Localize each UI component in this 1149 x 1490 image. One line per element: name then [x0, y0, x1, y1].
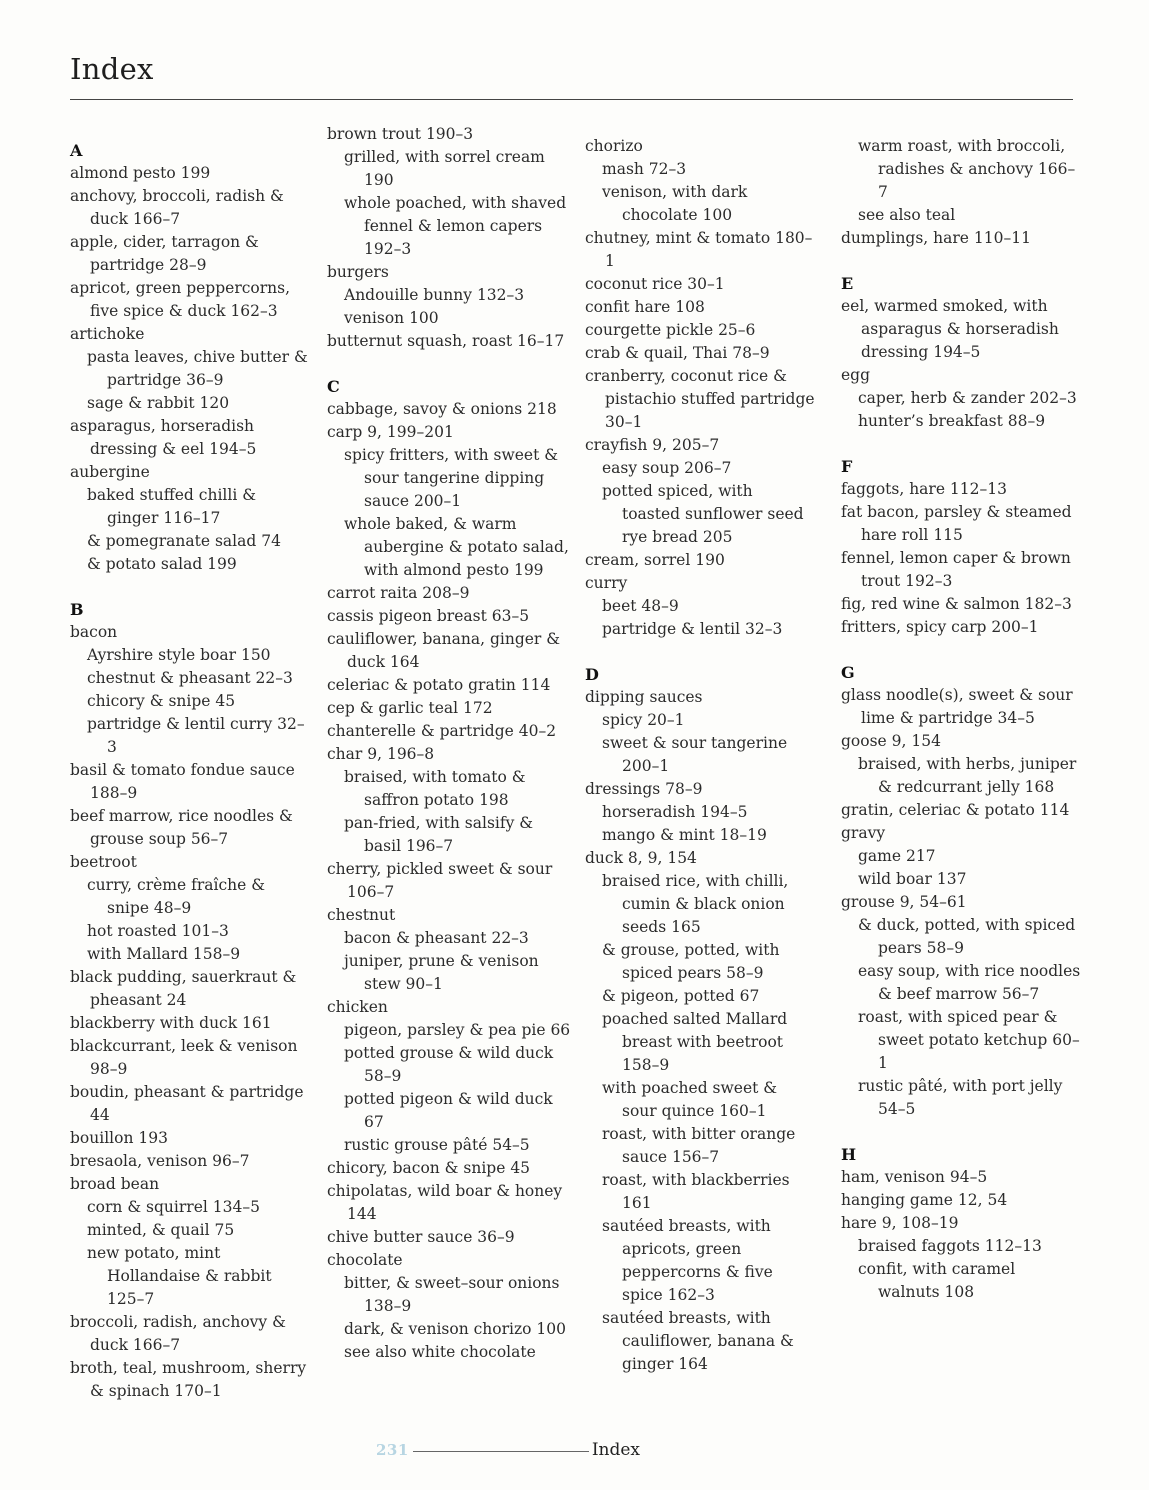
index-subentry: potted grouse & wild duck 58–9 [344, 1044, 554, 1085]
index-subentry: braised, with herbs, juniper & redcurrant jelly 168 [858, 755, 1077, 796]
index-subentry: new potato, mint Hollandaise & rabbit 125–7 [87, 1244, 272, 1308]
index-entry: glass noodle(s), sweet & sour lime & partridge 34–5 [841, 686, 1073, 727]
index-entry: burgers [327, 263, 389, 281]
index-entry: duck 8, 9, 154 [585, 849, 697, 867]
index-entry: black pudding, sauerkraut & pheasant 24 [70, 968, 297, 1009]
index-entry: fennel, lemon caper & brown trout 192–3 [841, 549, 1071, 590]
index-entry: apple, cider, tarragon & partridge 28–9 [70, 233, 259, 274]
index-entry: beef marrow, rice noodles & grouse soup 56–7 [70, 807, 293, 848]
index-subentry: baked stuffed chilli & ginger 116–17 [87, 486, 256, 527]
index-subentry: easy soup, with rice noodles & beef marrow 56–7 [858, 962, 1081, 1003]
index-subentry: minted, & quail 75 [87, 1221, 235, 1239]
index-entry: beetroot [70, 853, 137, 871]
index-entry: dressings 78–9 [585, 780, 703, 798]
index-subentry: whole baked, & warm aubergine & potato salad, with almond pesto 199 [344, 515, 569, 579]
index-entry: gravy [841, 824, 886, 842]
index-entry: confit hare 108 [585, 298, 705, 316]
index-section-letter: H [841, 1145, 857, 1164]
index-entry: chutney, mint & tomato 180–1 [585, 229, 813, 270]
index-entry: chanterelle & partridge 40–2 [327, 722, 557, 740]
index-subentry: warm roast, with broccoli, radishes & anchovy 166–7 [858, 137, 1076, 201]
index-subentry: & potato salad 199 [87, 555, 237, 573]
index-subentry: Andouille bunny 132–3 [344, 286, 525, 304]
index-entry: cep & garlic teal 172 [327, 699, 493, 717]
index-entry: almond pesto 199 [70, 164, 211, 182]
index-subentry: braised faggots 112–13 [858, 1237, 1042, 1255]
index-entry: coconut rice 30–1 [585, 275, 725, 293]
index-subentry: potted pigeon & wild duck 67 [344, 1090, 553, 1131]
index-entry: bouillon 193 [70, 1129, 168, 1147]
index-subentry: sweet & sour tangerine 200–1 [602, 734, 788, 775]
index-entry: fig, red wine & salmon 182–3 [841, 595, 1072, 613]
index-subentry: sautéed breasts, with cauliflower, banana & ginger 164 [602, 1309, 794, 1373]
index-section-letter: G [841, 663, 855, 682]
index-subentry: pigeon, parsley & pea pie 66 [344, 1021, 571, 1039]
index-entry: egg [841, 366, 871, 384]
index-entry: eel, warmed smoked, with asparagus & horseradish dressing 194–5 [841, 297, 1059, 361]
index-subentry: braised, with tomato & saffron potato 198 [344, 768, 526, 809]
index-subentry: & pigeon, potted 67 [602, 987, 760, 1005]
index-subentry: partridge & lentil 32–3 [602, 620, 783, 638]
index-entry: carp 9, 199–201 [327, 423, 454, 441]
index-section-letter: E [841, 274, 854, 293]
index-subentry: sautéed breasts, with apricots, green peppercorns & five spice 162–3 [602, 1217, 773, 1304]
index-entry: chorizo [585, 137, 643, 155]
index-entry: dumplings, hare 110–11 [841, 229, 1031, 247]
index-entry: carrot raita 208–9 [327, 584, 470, 602]
index-subentry: Ayrshire style boar 150 [87, 646, 271, 664]
index-entry: courgette pickle 25–6 [585, 321, 756, 339]
index-entry: bresaola, venison 96–7 [70, 1152, 250, 1170]
title-rule [70, 99, 1073, 100]
index-subentry: venison 100 [344, 309, 439, 327]
index-subentry: with poached sweet & sour quince 160–1 [602, 1079, 778, 1120]
index-subentry: with Mallard 158–9 [87, 945, 241, 963]
index-subentry: bitter, & sweet–sour onions 138–9 [344, 1274, 560, 1315]
index-subentry: venison, with dark chocolate 100 [602, 183, 748, 224]
index-subentry: juniper, prune & venison stew 90–1 [344, 952, 539, 993]
index-section-letter: B [70, 600, 84, 619]
index-entry: cassis pigeon breast 63–5 [327, 607, 530, 625]
index-section-letter: F [841, 457, 853, 476]
index-entry: crab & quail, Thai 78–9 [585, 344, 770, 362]
index-subentry: roast, with bitter orange sauce 156–7 [602, 1125, 796, 1166]
index-subentry: chestnut & pheasant 22–3 [87, 669, 293, 687]
index-subentry: roast, with spiced pear & sweet potato ketchup 60–1 [858, 1008, 1080, 1072]
index-entry: chocolate [327, 1251, 403, 1269]
index-subentry: wild boar 137 [858, 870, 967, 888]
index-subentry: rustic grouse pâté 54–5 [344, 1136, 530, 1154]
index-entry: brown trout 190–3 [327, 125, 474, 143]
index-section-letter: A [70, 141, 83, 160]
index-subentry: whole poached, with shaved fennel & lemon capers 192–3 [344, 194, 567, 258]
index-subentry: see also teal [858, 206, 956, 224]
index-subentry: roast, with blackberries 161 [602, 1171, 790, 1212]
index-subentry: corn & squirrel 134–5 [87, 1198, 260, 1216]
index-entry: dipping sauces [585, 688, 703, 706]
index-entry: broccoli, radish, anchovy & duck 166–7 [70, 1313, 286, 1354]
index-entry: char 9, 196–8 [327, 745, 435, 763]
index-subentry: pasta leaves, chive butter & partridge 36–9 [87, 348, 308, 389]
index-column-3 [585, 135, 815, 1376]
index-subentry: bacon & pheasant 22–3 [344, 929, 529, 947]
index-entry: blackcurrant, leek & venison 98–9 [70, 1037, 298, 1078]
index-subentry: confit, with caramel walnuts 108 [858, 1260, 1016, 1301]
index-entry: goose 9, 154 [841, 732, 941, 750]
index-entry: curry [585, 574, 628, 592]
index-entry: fritters, spicy carp 200–1 [841, 618, 1039, 636]
index-subentry: see also white chocolate [344, 1343, 536, 1361]
index-entry: blackberry with duck 161 [70, 1014, 272, 1032]
index-entry: basil & tomato fondue sauce 188–9 [70, 761, 295, 802]
index-entry: chestnut [327, 906, 396, 924]
index-subentry: caper, herb & zander 202–3 [858, 389, 1077, 407]
index-entry: apricot, green peppercorns, five spice & duck 162–3 [70, 279, 291, 320]
page-footer [376, 1440, 640, 1464]
index-subentry: horseradish 194–5 [602, 803, 748, 821]
index-column-2 [327, 123, 572, 1364]
index-entry: fat bacon, parsley & steamed hare roll 115 [841, 503, 1072, 544]
index-entry: cabbage, savoy & onions 218 [327, 400, 557, 418]
index-subentry: sage & rabbit 120 [87, 394, 230, 412]
index-entry: chipolatas, wild boar & honey 144 [327, 1182, 563, 1223]
index-entry: hanging game 12, 54 [841, 1191, 1008, 1209]
index-subentry: beet 48–9 [602, 597, 679, 615]
index-subentry: rustic pâté, with port jelly 54–5 [858, 1077, 1063, 1118]
index-entry: cauliflower, banana, ginger & duck 164 [327, 630, 561, 671]
index-entry: chicken [327, 998, 388, 1016]
index-subentry: mango & mint 18–19 [602, 826, 767, 844]
index-entry: cherry, pickled sweet & sour 106–7 [327, 860, 553, 901]
index-section-letter: C [327, 377, 340, 396]
index-entry: celeriac & potato gratin 114 [327, 676, 551, 694]
index-subentry: game 217 [858, 847, 936, 865]
index-subentry: mash 72–3 [602, 160, 687, 178]
index-subentry: poached salted Mallard breast with beetroot 158–9 [602, 1010, 788, 1074]
index-subentry: partridge & lentil curry 32–3 [87, 715, 305, 756]
index-column-1 [70, 135, 310, 1403]
index-entry: faggots, hare 112–13 [841, 480, 1007, 498]
index-entry: hare 9, 108–19 [841, 1214, 959, 1232]
index-entry: butternut squash, roast 16–17 [327, 332, 565, 350]
index-subentry: & grouse, potted, with spiced pears 58–9 [602, 941, 780, 982]
index-subentry: grilled, with sorrel cream 190 [344, 148, 545, 189]
index-entry: broth, teal, mushroom, sherry & spinach 170–1 [70, 1359, 307, 1400]
index-entry: asparagus, horseradish dressing & eel 194–5 [70, 417, 257, 458]
index-entry: anchovy, broccoli, radish & duck 166–7 [70, 187, 284, 228]
index-entry: boudin, pheasant & partridge 44 [70, 1083, 304, 1124]
index-subentry: hot roasted 101–3 [87, 922, 229, 940]
index-entry: aubergine [70, 463, 150, 481]
index-entry: cranberry, coconut rice & pistachio stuffed partridge 30–1 [585, 367, 815, 431]
index-section-letter: D [585, 665, 599, 684]
index-subentry: spicy fritters, with sweet & sour tangerine dipping sauce 200–1 [344, 446, 559, 510]
index-subentry: & pomegranate salad 74 [87, 532, 281, 550]
index-subentry: hunter’s breakfast 88–9 [858, 412, 1046, 430]
index-entry: grouse 9, 54–61 [841, 893, 967, 911]
index-entry: chicory, bacon & snipe 45 [327, 1159, 531, 1177]
index-entry: broad bean [70, 1175, 160, 1193]
index-subentry: & duck, potted, with spiced pears 58–9 [858, 916, 1076, 957]
index-subentry: easy soup 206–7 [602, 459, 732, 477]
index-entry: cream, sorrel 190 [585, 551, 725, 569]
footer-rule [413, 1451, 589, 1452]
index-subentry: pan-fried, with salsify & basil 196–7 [344, 814, 534, 855]
index-entry: bacon [70, 623, 118, 641]
index-subentry: chicory & snipe 45 [87, 692, 236, 710]
index-subentry: potted spiced, with toasted sunflower seed rye bread 205 [602, 482, 804, 546]
index-entry: chive butter sauce 36–9 [327, 1228, 515, 1246]
index-entry: artichoke [70, 325, 145, 343]
index-subentry: dark, & venison chorizo 100 [344, 1320, 566, 1338]
index-entry: gratin, celeriac & potato 114 [841, 801, 1070, 819]
index-entry: ham, venison 94–5 [841, 1168, 988, 1186]
footer-label: Index [591, 1440, 641, 1460]
index-subentry: braised rice, with chilli, cumin & black onion seeds 165 [602, 872, 789, 936]
index-subentry: curry, crème fraîche & snipe 48–9 [87, 876, 266, 917]
index-subentry: spicy 20–1 [602, 711, 685, 729]
index-entry: crayfish 9, 205–7 [585, 436, 720, 454]
page-number: 231 [376, 1441, 409, 1459]
page-title: Index [70, 52, 154, 86]
index-column-4 [841, 135, 1081, 1304]
